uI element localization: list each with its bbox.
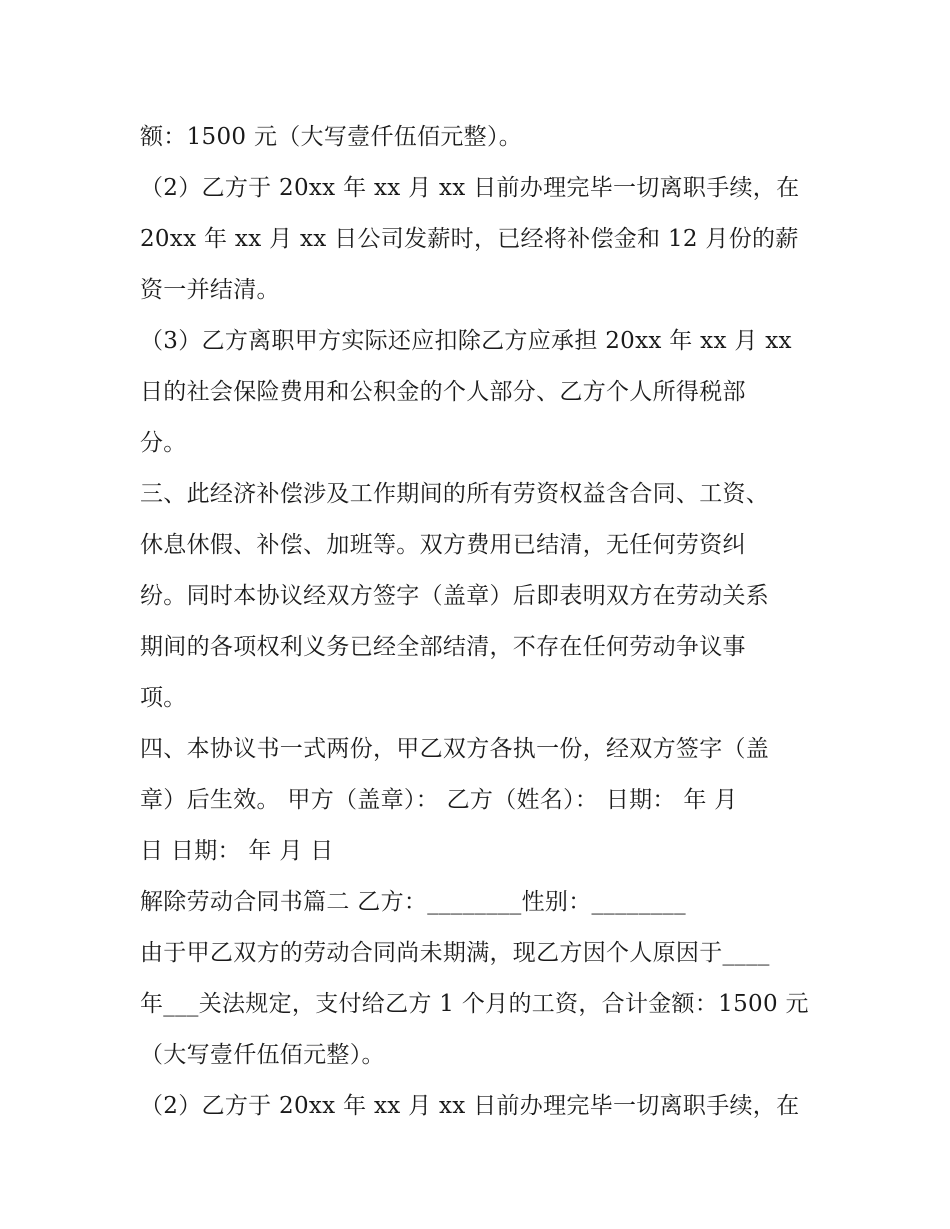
text-line: （3）乙方离职甲方实际还应扣除乙方应承担 20xx 年 xx 月 xx (140, 328, 792, 354)
text-line: （大写壹仟伍佰元整）。 (140, 1042, 385, 1068)
document-body (140, 112, 820, 1132)
text-line: 资一并结清。 (140, 277, 280, 303)
text-line: 三、此经济补偿涉及工作期间的所有劳资权益含合同、工资、 (140, 481, 770, 507)
text-line: 章）后生效。 甲方（盖章）： 乙方（姓名）： 日期： 年 月 (140, 787, 738, 813)
text-line: 由于甲乙双方的劳动合同尚未期满，现乙方因个人原因于____ (140, 940, 770, 966)
text-line: 四、本协议书一式两份，甲乙双方各执一份，经双方签字（盖 (140, 736, 770, 762)
text-line: （2）乙方于 20xx 年 xx 月 xx 日前办理完毕一切离职手续，在 (140, 175, 800, 201)
text-line: 解除劳动合同书篇二 乙方：________性别：________ (140, 889, 686, 915)
text-line: 日 日期： 年 月 日 (140, 838, 334, 864)
text-line: （2）乙方于 20xx 年 xx 月 xx 日前办理完毕一切离职手续，在 (140, 1093, 800, 1119)
text-line: 分。 (140, 430, 187, 456)
text-line: 纷。同时本协议经双方签字（盖章）后即表明双方在劳动关系 (140, 583, 770, 609)
text-line: 20xx 年 xx 月 xx 日公司发薪时，已经将补偿金和 12 月份的薪 (140, 226, 799, 252)
text-line: 项。 (140, 685, 187, 711)
text-line: 期间的各项权利义务已经全部结清，不存在任何劳动争议事 (140, 634, 746, 660)
text-line: 年___关法规定，支付给乙方 1 个月的工资，合计金额：1500 元 (140, 991, 809, 1017)
text-line: 额：1500 元（大写壹仟伍佰元整）。 (140, 124, 523, 150)
text-line: 休息休假、补偿、加班等。双方费用已结清，无任何劳资纠 (140, 532, 746, 558)
text-line: 日的社会保险费用和公积金的个人部分、乙方个人所得税部 (140, 379, 746, 405)
